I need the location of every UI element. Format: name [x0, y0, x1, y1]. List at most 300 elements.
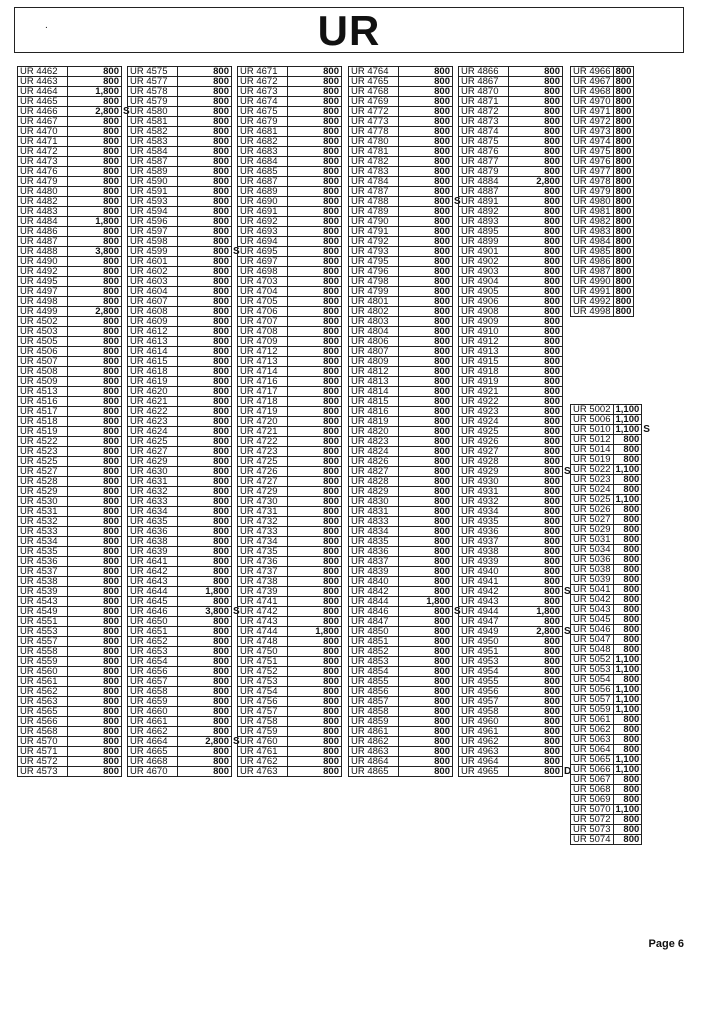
record-code: UR 4698 [238, 267, 288, 277]
table-row [571, 475, 653, 485]
record-flag: S [643, 424, 650, 435]
record-code: UR 4738 [238, 577, 288, 587]
record-amount: 800 [509, 437, 563, 447]
record-amount: 800 [288, 457, 342, 467]
table-row [349, 627, 464, 637]
record-amount: 800 [288, 147, 342, 157]
record-code: UR 4714 [238, 367, 288, 377]
record-code: UR 4798 [349, 277, 399, 287]
table-row [571, 445, 653, 455]
record-code: UR 4813 [349, 377, 399, 387]
record-amount: 800 [509, 77, 563, 87]
table-row [18, 347, 133, 357]
record-code: UR 4557 [18, 637, 68, 647]
table-row [459, 477, 574, 487]
table-row [349, 267, 464, 277]
table-row [128, 347, 243, 357]
table-row [459, 367, 574, 377]
record-code: UR 4534 [18, 537, 68, 547]
record-code: UR 4955 [459, 677, 509, 687]
record-amount: 800 [613, 615, 642, 625]
record-amount: 800 [509, 217, 563, 227]
record-amount: 800 [509, 167, 563, 177]
record-code: UR 4864 [349, 757, 399, 767]
table-row [238, 717, 352, 727]
table-row [128, 727, 243, 737]
table-row [571, 805, 653, 815]
record-code: UR 4733 [238, 527, 288, 537]
record-flag [634, 267, 638, 277]
table-row [18, 357, 133, 367]
record-amount: 800 [509, 727, 563, 737]
record-code: UR 4752 [238, 667, 288, 677]
table-row [349, 147, 464, 157]
table-row [238, 207, 352, 217]
table-row [128, 107, 243, 117]
record-code: UR 4922 [459, 397, 509, 407]
record-amount: 800 [288, 687, 342, 697]
record-amount: 800 [288, 177, 342, 187]
table-row [459, 147, 574, 157]
table-row [459, 377, 574, 387]
record-amount: 800 [509, 367, 563, 377]
record-amount: 800 [509, 97, 563, 107]
record-amount: 800 [178, 507, 232, 517]
table-row [238, 457, 352, 467]
record-amount: 800 [613, 147, 634, 157]
table-row [459, 357, 574, 367]
record-code: UR 4636 [128, 527, 178, 537]
table-row [238, 497, 352, 507]
record-code: UR 4589 [128, 167, 178, 177]
table-row [349, 287, 464, 297]
record-amount: 800 [509, 267, 563, 277]
table-row [349, 747, 464, 757]
table-row [128, 667, 243, 677]
record-code: UR 4597 [128, 227, 178, 237]
record-amount: 800 [509, 477, 563, 487]
record-amount: 800 [509, 517, 563, 527]
record-amount: 800 [399, 587, 453, 597]
record-amount: 800 [178, 177, 232, 187]
record-code: UR 4851 [349, 637, 399, 647]
table-row [128, 567, 243, 577]
record-code: UR 4758 [238, 717, 288, 727]
record-code: UR 4568 [18, 727, 68, 737]
record-amount: 800 [613, 267, 634, 277]
record-code: UR 4761 [238, 747, 288, 757]
record-amount: 800 [509, 87, 563, 97]
record-flag [563, 317, 574, 327]
record-code: UR 4991 [571, 287, 614, 297]
table-row [238, 567, 352, 577]
record-amount: 800 [613, 775, 642, 785]
record-amount: 800 [509, 67, 563, 77]
record-flag [634, 87, 638, 97]
table-row [238, 147, 352, 157]
record-flag [642, 505, 653, 515]
record-flag [642, 555, 653, 565]
record-amount: 800 [178, 447, 232, 457]
record-code: UR 4835 [349, 537, 399, 547]
record-code: UR 4707 [238, 317, 288, 327]
record-code: UR 4694 [238, 237, 288, 247]
table-row [349, 197, 464, 207]
table-row [238, 547, 352, 557]
table-row [571, 107, 638, 117]
record-amount: 800 [613, 435, 642, 445]
record-code: UR 4938 [459, 547, 509, 557]
record-code: UR 4847 [349, 617, 399, 627]
table-row [18, 217, 133, 227]
record-code: UR 4965 [459, 767, 509, 777]
table-row [349, 587, 464, 597]
table-row [128, 527, 243, 537]
table-row [459, 317, 574, 327]
table-row [349, 567, 464, 577]
record-code: UR 5012 [571, 435, 614, 445]
record-amount: 800 [178, 537, 232, 547]
record-code: UR 4673 [238, 87, 288, 97]
record-code: UR 5073 [571, 825, 614, 835]
record-amount: 800 [288, 537, 342, 547]
record-code: UR 4879 [459, 167, 509, 177]
record-amount: 800 [68, 757, 122, 767]
table-row [18, 557, 133, 567]
table-row [18, 687, 133, 697]
record-amount: 800 [613, 217, 634, 227]
record-code: UR 4704 [238, 287, 288, 297]
table-row [459, 77, 574, 87]
record-amount: 800 [509, 347, 563, 357]
record-code: UR 4697 [238, 257, 288, 267]
record-amount: 1,100 [613, 705, 642, 715]
record-code: UR 4998 [571, 307, 614, 317]
record-code: UR 4972 [571, 117, 614, 127]
record-code: UR 4601 [128, 257, 178, 267]
table-row [128, 387, 243, 397]
record-flag [642, 705, 653, 715]
record-code: UR 4990 [571, 277, 614, 287]
record-code: UR 4966 [571, 67, 614, 77]
record-code: UR 4695 [238, 247, 288, 257]
table-row [18, 577, 133, 587]
record-amount: 800 [178, 557, 232, 567]
record-amount: 800 [399, 387, 453, 397]
table-row [459, 247, 574, 257]
table-row [18, 377, 133, 387]
record-amount: 800 [613, 725, 642, 735]
table-row [238, 137, 352, 147]
table-row [571, 825, 653, 835]
record-flag [642, 685, 653, 695]
record-flag [642, 635, 653, 645]
table-row [571, 625, 653, 635]
table-row [571, 277, 638, 287]
table-row [18, 177, 133, 187]
record-amount: 800 [68, 767, 122, 777]
record-flag [563, 377, 574, 387]
record-amount: 800 [399, 227, 453, 237]
record-code: UR 4730 [238, 497, 288, 507]
record-amount: 800 [288, 167, 342, 177]
record-amount: 2,800 [509, 627, 563, 637]
record-code: UR 4681 [238, 127, 288, 137]
record-amount: 800 [509, 227, 563, 237]
record-flag [642, 805, 653, 815]
record-amount: 800 [399, 457, 453, 467]
record-code: UR 4729 [238, 487, 288, 497]
table-row [349, 107, 464, 117]
record-code: UR 4645 [128, 597, 178, 607]
record-code: UR 4736 [238, 557, 288, 567]
record-code: UR 4536 [18, 557, 68, 567]
record-flag [634, 97, 638, 107]
record-flag: S [233, 246, 240, 257]
record-amount: 800 [288, 637, 342, 647]
record-code: UR 4834 [349, 527, 399, 537]
record-code: UR 4731 [238, 507, 288, 517]
table-row [459, 97, 574, 107]
record-amount: 800 [68, 367, 122, 377]
record-code: UR 5029 [571, 525, 614, 535]
table-row [238, 467, 352, 477]
record-code: UR 4793 [349, 247, 399, 257]
table-row [571, 585, 653, 595]
record-code: UR 4873 [459, 117, 509, 127]
record-code: UR 4717 [238, 387, 288, 397]
record-code: UR 4693 [238, 227, 288, 237]
record-amount: 800 [288, 727, 342, 737]
table-row [571, 655, 653, 665]
record-code: UR 4535 [18, 547, 68, 557]
table-row [18, 247, 133, 257]
record-code: UR 4692 [238, 217, 288, 227]
record-code: UR 4703 [238, 277, 288, 287]
record-code: UR 4918 [459, 367, 509, 377]
record-code: UR 4531 [18, 507, 68, 517]
record-flag: D [564, 766, 572, 777]
record-amount: 800 [178, 637, 232, 647]
record-code: UR 5054 [571, 675, 614, 685]
table-row [571, 207, 638, 217]
record-flag [634, 287, 638, 297]
table-row [349, 367, 464, 377]
record-amount: 800 [399, 427, 453, 437]
record-amount: 800 [68, 487, 122, 497]
table-row [349, 477, 464, 487]
record-amount: 800 [399, 297, 453, 307]
record-amount: 800 [288, 337, 342, 347]
record-amount: 800 [178, 357, 232, 367]
record-code: UR 4486 [18, 227, 68, 237]
record-amount: 800 [613, 745, 642, 755]
record-amount: 800 [509, 157, 563, 167]
table-row [128, 627, 243, 637]
table-row [18, 617, 133, 627]
record-code: UR 4910 [459, 327, 509, 337]
record-code: UR 4828 [349, 477, 399, 487]
record-code: UR 5002 [571, 405, 614, 415]
record-code: UR 4836 [349, 547, 399, 557]
record-amount: 800 [509, 547, 563, 557]
record-code: UR 4725 [238, 457, 288, 467]
record-code: UR 4831 [349, 507, 399, 517]
record-code: UR 4553 [18, 627, 68, 637]
record-amount: 800 [509, 677, 563, 687]
record-amount: 800 [68, 327, 122, 337]
record-code: UR 4615 [128, 357, 178, 367]
record-amount: 2,800 [68, 107, 122, 117]
record-code: UR 4582 [128, 127, 178, 137]
table-row [349, 357, 464, 367]
record-code: UR 4942 [459, 587, 509, 597]
table-row [349, 547, 464, 557]
table-row [128, 297, 243, 307]
record-amount: 800 [68, 717, 122, 727]
table-row [349, 457, 464, 467]
record-amount: 800 [509, 557, 563, 567]
table-row [18, 97, 133, 107]
record-code: UR 4723 [238, 447, 288, 457]
record-code: UR 4646 [128, 607, 178, 617]
record-amount: 800 [399, 517, 453, 527]
record-code: UR 4906 [459, 297, 509, 307]
record-code: UR 4538 [18, 577, 68, 587]
record-code: UR 4590 [128, 177, 178, 187]
record-amount: 800 [288, 397, 342, 407]
record-code: UR 4788 [349, 197, 399, 207]
table-row [128, 177, 243, 187]
record-code: UR 4525 [18, 457, 68, 467]
table-row [18, 417, 133, 427]
table-row [459, 697, 574, 707]
record-flag [642, 615, 653, 625]
record-code: UR 4820 [349, 427, 399, 437]
table-row [459, 467, 574, 477]
record-code: UR 4734 [238, 537, 288, 547]
record-amount: 800 [399, 137, 453, 147]
record-amount: 800 [509, 457, 563, 467]
table-row [349, 757, 464, 767]
record-code: UR 4768 [349, 87, 399, 97]
record-code: UR 4806 [349, 337, 399, 347]
record-amount: 800 [613, 835, 642, 845]
record-code: UR 4861 [349, 727, 399, 737]
record-code: UR 4857 [349, 697, 399, 707]
table-row [571, 685, 653, 695]
record-code: UR 4630 [128, 467, 178, 477]
table-row [571, 237, 638, 247]
record-code: UR 4722 [238, 437, 288, 447]
table-row [459, 457, 574, 467]
record-code: UR 4866 [459, 67, 509, 77]
record-code: UR 4908 [459, 307, 509, 317]
table-row [459, 427, 574, 437]
record-amount: 800 [509, 327, 563, 337]
record-code: UR 4565 [18, 707, 68, 717]
record-code: UR 4904 [459, 277, 509, 287]
record-code: UR 4941 [459, 577, 509, 587]
record-amount: 800 [288, 207, 342, 217]
table-row [349, 137, 464, 147]
record-code: UR 4625 [128, 437, 178, 447]
record-code: UR 5019 [571, 455, 614, 465]
record-code: UR 4584 [128, 147, 178, 157]
table-row [349, 77, 464, 87]
table-row [571, 77, 638, 87]
record-code: UR 4594 [128, 207, 178, 217]
record-code: UR 4562 [18, 687, 68, 697]
record-code: UR 4654 [128, 657, 178, 667]
ledger-table [348, 66, 464, 777]
table-row [238, 477, 352, 487]
table-row [238, 697, 352, 707]
record-code: UR 4519 [18, 427, 68, 437]
table-row [571, 455, 653, 465]
record-amount: 800 [68, 297, 122, 307]
record-amount: 800 [399, 497, 453, 507]
table-row [238, 307, 352, 317]
table-row [571, 545, 653, 555]
record-code: UR 4973 [571, 127, 614, 137]
record-flag [563, 337, 574, 347]
record-code: UR 4947 [459, 617, 509, 627]
table-row [18, 287, 133, 297]
record-amount: 800 [399, 307, 453, 317]
table-row [128, 357, 243, 367]
record-flag [642, 815, 653, 825]
record-amount: 800 [509, 147, 563, 157]
record-code: UR 4763 [238, 767, 288, 777]
table-row [18, 717, 133, 727]
table-row [459, 267, 574, 277]
record-amount: 800 [509, 307, 563, 317]
record-amount: 800 [613, 137, 634, 147]
record-code: UR 4964 [459, 757, 509, 767]
table-row [18, 517, 133, 527]
table-row [128, 507, 243, 517]
record-amount: 800 [613, 107, 634, 117]
table-row [459, 257, 574, 267]
record-code: UR 4953 [459, 657, 509, 667]
record-amount: 800 [68, 497, 122, 507]
record-amount: 800 [178, 397, 232, 407]
record-code: UR 4622 [128, 407, 178, 417]
table-row [571, 525, 653, 535]
record-amount: 800 [509, 237, 563, 247]
table-row [128, 487, 243, 497]
record-code: UR 4859 [349, 717, 399, 727]
table-row [459, 587, 574, 597]
record-amount: 800 [613, 515, 642, 525]
record-code: UR 5034 [571, 545, 614, 555]
record-amount: 800 [399, 687, 453, 697]
table-row [18, 67, 133, 77]
record-flag: S [454, 606, 461, 617]
record-code: UR 4591 [128, 187, 178, 197]
record-code: UR 4463 [18, 77, 68, 87]
record-code: UR 4887 [459, 187, 509, 197]
record-code: UR 4802 [349, 307, 399, 317]
table-row [459, 297, 574, 307]
ledger-table [237, 66, 352, 777]
record-amount: 800 [509, 767, 563, 777]
record-code: UR 4642 [128, 567, 178, 577]
table-row [18, 427, 133, 437]
table-row [349, 67, 464, 77]
record-code: UR 4651 [128, 627, 178, 637]
